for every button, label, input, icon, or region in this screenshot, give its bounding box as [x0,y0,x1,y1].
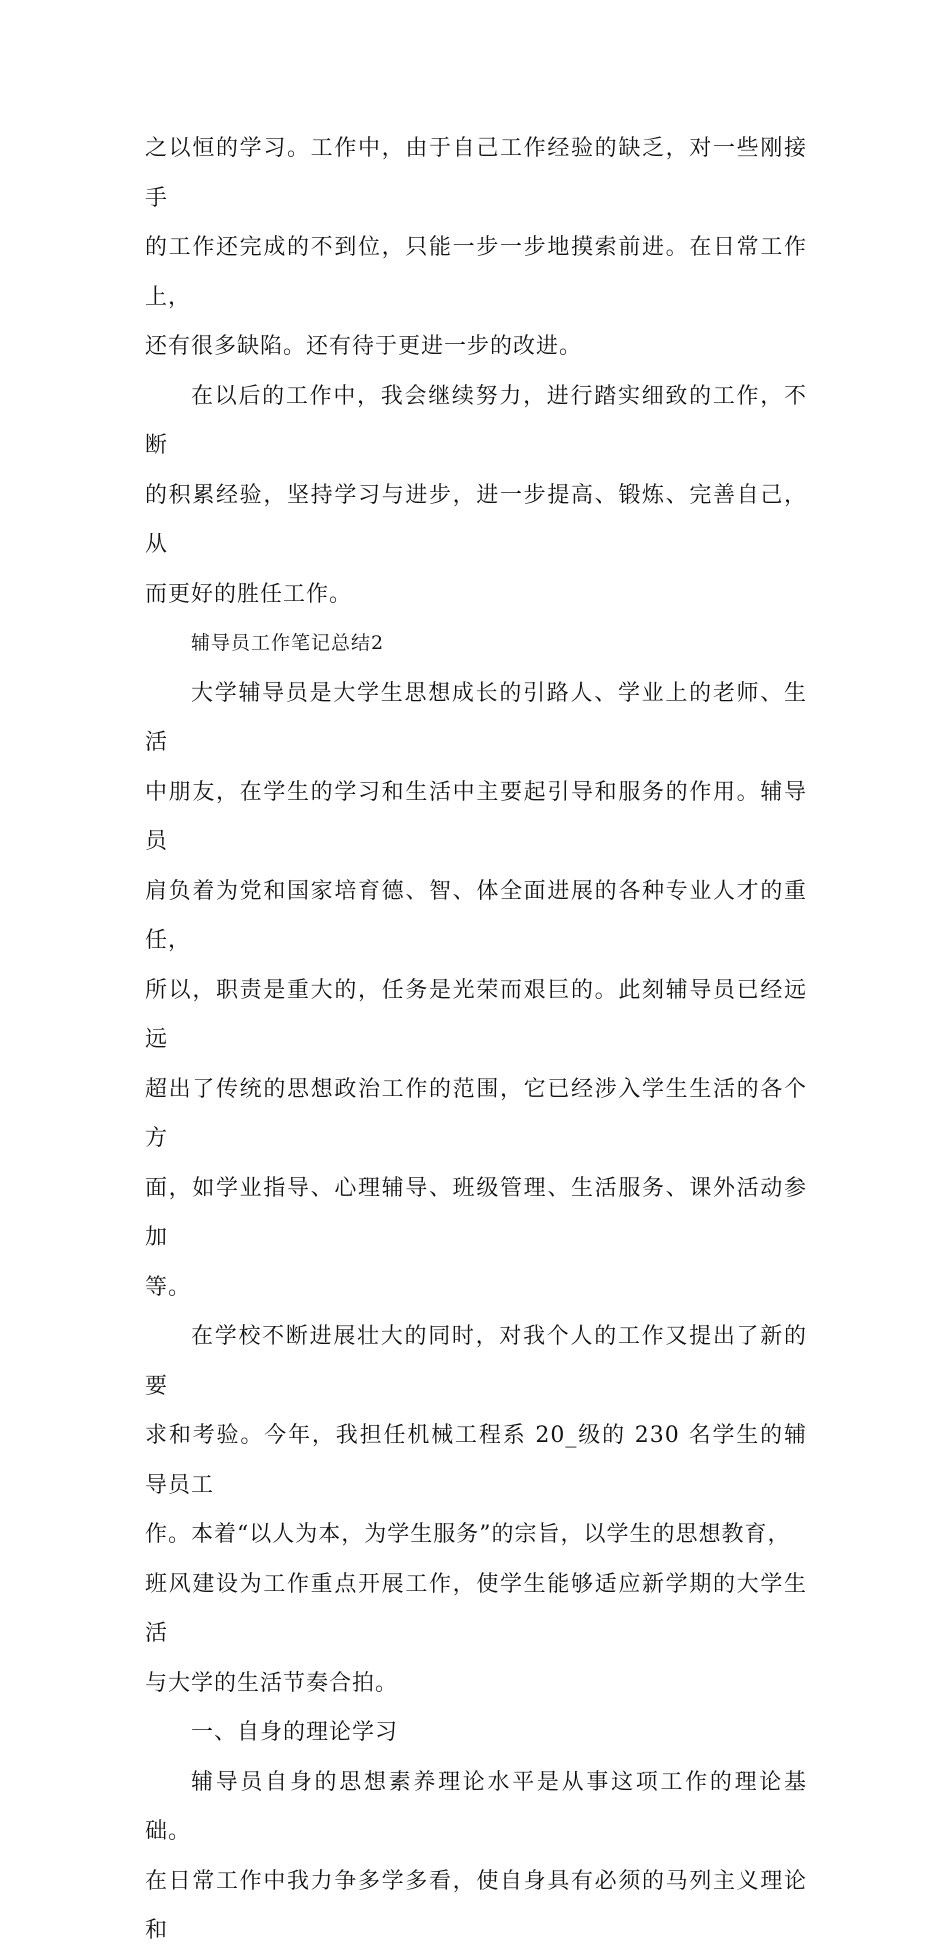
text-line: 大学辅导员是大学生思想成长的引路人、学业上的老师、生活 [145,680,807,755]
paragraph-role-of-counselor [145,669,807,1313]
text-line: 在以后的工作中，我会继续努力，进行踏实细致的工作，不断 [145,383,807,458]
text-line: 等。 [145,1274,192,1300]
paragraph-future-work [145,372,807,620]
subheading [145,1708,807,1758]
document-body [145,124,807,1956]
text-line: 辅导员自身的思想素养理论水平是从事这项工作的理论基础。 [145,1769,807,1844]
text-line: 在日常工作中我力争多学多看，使自身具有必须的马列主义理论和 [145,1868,807,1943]
text-line: 肩负着为党和国家培育德、智、体全面进展的各种专业人才的重任， [145,878,807,953]
text-line: 而更好的胜任工作。 [145,581,353,607]
text-line: 班风建设为工作重点开展工作，使学生能够适应新学期的大学生活 [145,1571,807,1646]
text-line: 求和考验。今年，我担任机械工程系 20_级的 230 名学生的辅导员工 [145,1423,807,1498]
text-line: 中朋友，在学生的学习和生活中主要起引导和服务的作用。辅导员 [145,779,807,854]
paragraph-continuation [145,124,807,372]
text-line: 与大学的生活节奏合拍。 [145,1670,399,1696]
section-title [145,619,807,669]
text-line: 作。本着“以人为本，为学生服务”的宗旨，以学生的思想教育， [145,1522,791,1547]
paragraph-new-requirements [145,1312,807,1708]
text-line: 在学校不断进展壮大的同时，对我个人的工作又提出了新的要 [145,1324,807,1399]
text-line: 面，如学业指导、心理辅导、班级管理、生活服务、课外活动参加 [145,1175,807,1250]
text-line: 超出了传统的思想政治工作的范围，它已经涉入学生生活的各个方 [145,1076,807,1151]
text-line: 之以恒的学习。工作中，由于自己工作经验的缺乏，对一些刚接手 [145,136,807,211]
subheading-text: 一、自身的理论学习 [191,1720,399,1745]
paragraph-theory-study [145,1758,807,1956]
text-line: 的工作还完成的不到位，只能一步一步地摸索前进。在日常工作上， [145,235,807,310]
text-line: 的积累经验，坚持学习与进步，进一步提高、锻炼、完善自己，从 [145,482,807,557]
text-line: 还有很多缺陷。还有待于更进一步的改进。 [145,334,583,359]
section-title-text: 辅导员工作笔记总结2 [191,632,385,654]
text-line: 所以，职责是重大的，任务是光荣而艰巨的。此刻辅导员已经远远 [145,977,807,1052]
